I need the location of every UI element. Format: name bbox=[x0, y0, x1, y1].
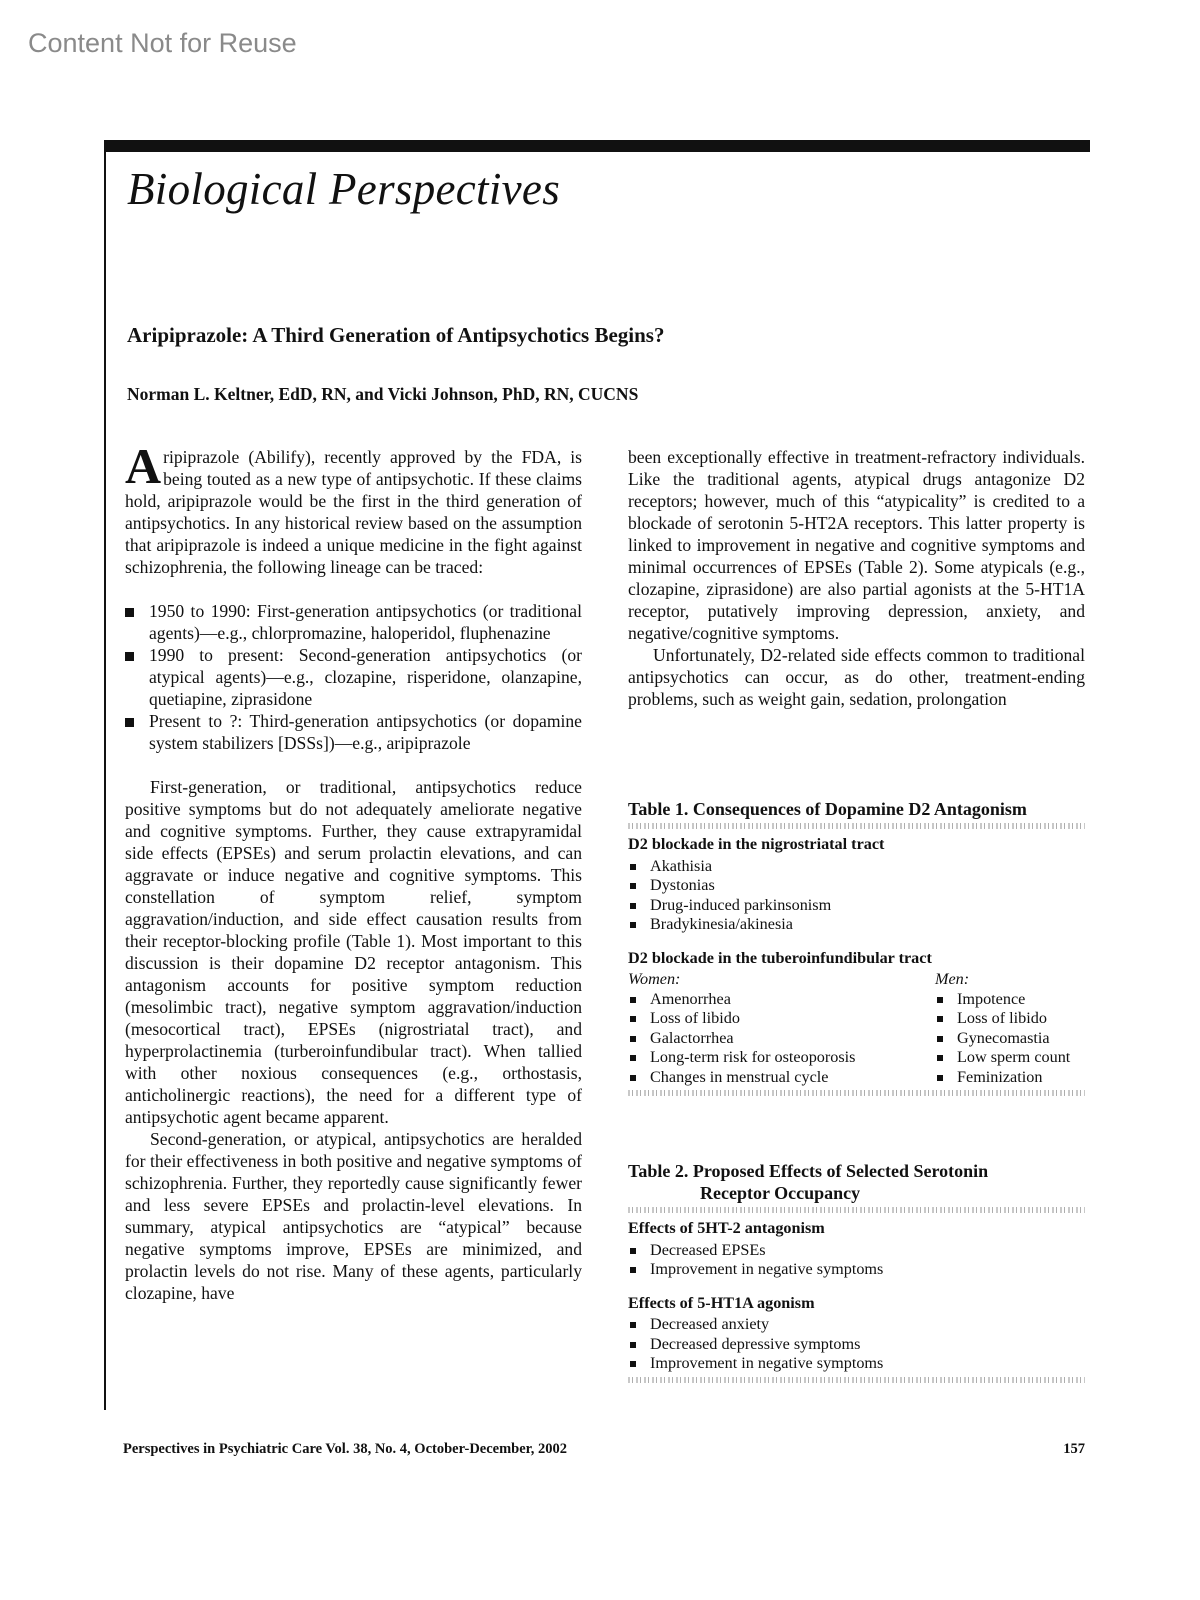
list-item: Decreased anxiety bbox=[628, 1315, 1085, 1335]
article-title: Aripiprazole: A Third Generation of Antipsychotics Begins? bbox=[127, 323, 665, 347]
section-title: Biological Perspectives bbox=[127, 164, 561, 214]
table-rule bbox=[628, 1207, 1085, 1213]
men-label: Men: bbox=[935, 970, 970, 988]
list-item: Loss of libido bbox=[628, 1009, 918, 1029]
table-list bbox=[628, 990, 918, 1088]
table-rule bbox=[628, 1377, 1085, 1383]
table-caption: Table 2. Proposed Effects of Selected Serotonin bbox=[628, 1161, 989, 1181]
sex-columns bbox=[628, 970, 1085, 1087]
page-footer bbox=[123, 1441, 1085, 1458]
table-list bbox=[628, 1315, 1085, 1374]
list-item: Galactorrhea bbox=[628, 1029, 918, 1049]
women-column bbox=[628, 970, 918, 1087]
table-caption: Table 1. Consequences of Dopamine D2 Antagonism bbox=[628, 799, 1027, 819]
journal-citation: Perspectives in Psychiatric Care Vol. 38, No. 4, October-December, 2002 bbox=[123, 1441, 568, 1457]
table-rule bbox=[628, 823, 1085, 829]
list-item: Low sperm count bbox=[935, 1048, 1085, 1068]
list-item: Bradykinesia/akinesia bbox=[628, 915, 1085, 935]
list-item: Changes in menstrual cycle bbox=[628, 1068, 918, 1088]
table-group-heading: D2 blockade in the tuberoinfundibular tract bbox=[628, 948, 932, 967]
list-item: Akathisia bbox=[628, 857, 1085, 877]
table-rule bbox=[628, 1090, 1085, 1096]
list-item: Decreased depressive symptoms bbox=[628, 1335, 1085, 1355]
table-1 bbox=[628, 798, 1085, 1102]
table-list bbox=[628, 1241, 1085, 1280]
list-item: Improvement in negative symptoms bbox=[628, 1260, 1085, 1280]
women-label: Women: bbox=[628, 970, 681, 988]
list-item: Loss of libido bbox=[935, 1009, 1085, 1029]
table-list bbox=[628, 857, 1085, 935]
table-list bbox=[935, 990, 1085, 1088]
list-item: Feminization bbox=[935, 1068, 1085, 1088]
table-2 bbox=[628, 1160, 1085, 1389]
table-group-heading: Effects of 5HT-2 antagonism bbox=[628, 1219, 825, 1237]
body-paragraph: First-generation, or traditional, antipsychotics reduce positive symptoms but do not adequately ameliorate negative and cognitive symptoms. Further, they cause extrapyramidal side effects (EPSEs) and serum prolactin elevations, and can aggravate or induce negative and cognitive symptoms. This constellation of symptom relief, symptom aggravation/induction, and side effect causation results from their receptor-blocking profile (Table 1). Most important to this discussion is their dopamine D2 receptor antagonism. This antagonism accounts for positive symptom reduction (mesolimbic tract), negative symptom aggravation/induction (mesocortical tract), EPSEs (nigrostriatal tract), and hyperprolactinemia (turberoinfundibular tract). When tallied with other noxious consequences (e.g., orthostasis, anticholinergic reactions), the need for a different type of antipsychotic agent became apparent. bbox=[125, 777, 582, 1127]
list-item: Amenorrhea bbox=[628, 990, 918, 1010]
list-item: Gynecomastia bbox=[935, 1029, 1085, 1049]
men-column bbox=[935, 970, 1085, 1087]
body-paragraph: been exceptionally effective in treatment-refractory individuals. Like the traditional agents, atypical drugs antagonize D2 receptors; however, much of this “atypicality” is credited to a blockade of serotonin 5-HT2A receptors. This latter property is linked to improvement in negative and cognitive symptoms and minimal occurrences of EPSEs (Table 2). Some atypicals (e.g., clozapine, ziprasidone) are also partial agonists at the 5-HT1A receptor, putatively improving depression, anxiety, and negative/cognitive symptoms. bbox=[628, 447, 1085, 643]
list-item: Decreased EPSEs bbox=[628, 1241, 1085, 1261]
list-item: Improvement in negative symptoms bbox=[628, 1354, 1085, 1374]
authors: Norman L. Keltner, EdD, RN, and Vicki Johnson, PhD, RN, CUCNS bbox=[127, 384, 639, 404]
lineage-item: 1990 to present: Second-generation antipsychotics (or atypical agents)—e.g., clozapine, risperidone, olanzapine, quetiapine, ziprasidone bbox=[125, 644, 582, 710]
intro-paragraph bbox=[125, 438, 582, 578]
lineage-item: Present to ?: Third-generation antipsychotics (or dopamine system stabilizers [DSSs])—e.g., aripiprazole bbox=[125, 710, 582, 754]
lineage-list bbox=[125, 600, 582, 754]
right-column bbox=[628, 446, 1085, 710]
left-column bbox=[125, 438, 582, 1304]
lineage-item: 1950 to 1990: First-generation antipsychotics (or traditional agents)—e.g., chlorpromazine, haloperidol, fluphenazine bbox=[125, 600, 582, 644]
top-rule bbox=[104, 140, 1090, 152]
table-caption-line2: Receptor Occupancy bbox=[700, 1183, 861, 1203]
list-item: Dystonias bbox=[628, 876, 1085, 896]
drop-cap: A bbox=[125, 438, 162, 494]
list-item: Impotence bbox=[935, 990, 1085, 1010]
page-number: 157 bbox=[1063, 1441, 1085, 1457]
list-item: Long-term risk for osteoporosis bbox=[628, 1048, 918, 1068]
watermark: Content Not for Reuse bbox=[28, 28, 297, 58]
body-paragraph: Unfortunately, D2-related side effects common to traditional antipsychotics can occur, as do other, treatment-ending problems, such as weight gain, sedation, prolongation bbox=[628, 645, 1085, 709]
body-paragraph: Second-generation, or atypical, antipsychotics are heralded for their effectiveness in both positive and negative symptoms of schizophrenia. Further, they reportedly cause significantly fewer and less severe EPSEs and prolactin-level elevations. In summary, atypical antipsychotics are “atypical” because negative symptoms improve, EPSEs are minimized, and prolactin levels do not rise. Many of these agents, particularly clozapine, have bbox=[125, 1129, 582, 1303]
intro-text: ripiprazole (Abilify), recently approved by the FDA, is being touted as a new type of antipsychotic. If these claims hold, aripiprazole would be the first in the third generation of antipsychotics. In any historical review based on the assumption that aripiprazole is indeed a unique medicine in the fight against schizophrenia, the following lineage can be traced: bbox=[125, 447, 582, 577]
table-group-heading: Effects of 5-HT1A agonism bbox=[628, 1293, 815, 1312]
table-group-heading: D2 blockade in the nigrostriatal tract bbox=[628, 835, 885, 853]
list-item: Drug-induced parkinsonism bbox=[628, 896, 1085, 916]
left-rule bbox=[104, 140, 106, 1410]
